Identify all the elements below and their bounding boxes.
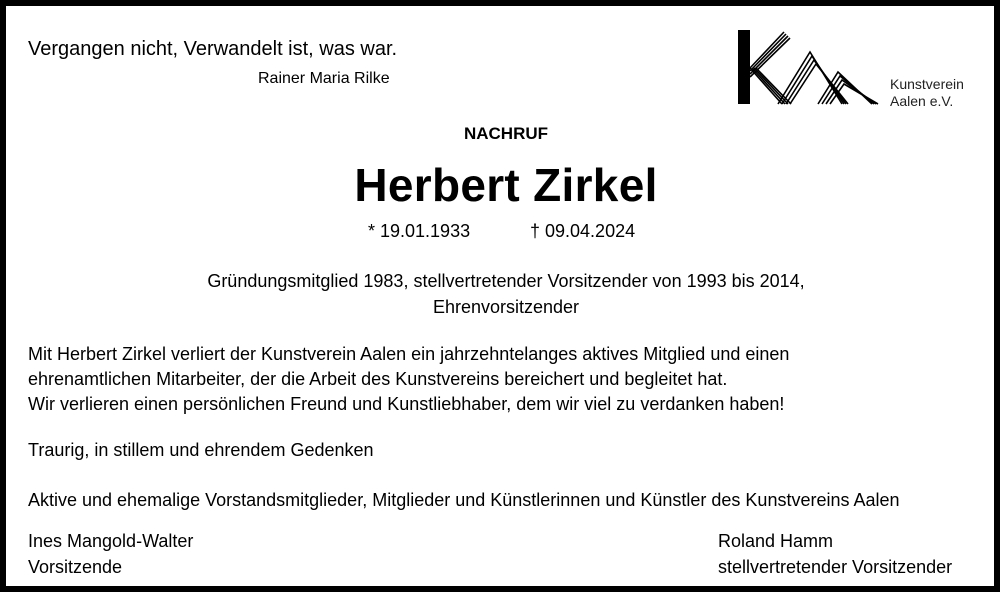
death-date: † 09.04.2024 bbox=[530, 221, 636, 241]
body-line3: Wir verlieren einen persönlichen Freund und Kunstliebhaber, dem wir viel zu verdanken haben! bbox=[28, 394, 785, 414]
roles-line1: Gründungsmitglied 1983, stellvertretender Vorsitzender von 1993 bis 2014, bbox=[207, 271, 805, 291]
signature-right bbox=[718, 528, 952, 580]
organization-name bbox=[890, 76, 964, 110]
mourning-line: Traurig, in stillem und ehrendem Gedenken bbox=[28, 440, 374, 460]
body-line2: ehrenamtlichen Mitarbeiter, der die Arbeit des Kunstvereins bereichert und begleitet hat. bbox=[28, 369, 728, 389]
organization-name-line1: Kunstverein bbox=[890, 76, 964, 92]
signature-left-title: Vorsitzende bbox=[28, 557, 123, 577]
signers-line: Aktive und ehemalige Vorstandsmitglieder, Mitglieder und Künstlerinnen und Künstler des Kunstvereins Aalen bbox=[28, 490, 900, 510]
roles-line2: Ehrenvorsitzender bbox=[432, 297, 580, 317]
signature-left bbox=[28, 528, 193, 580]
roles-text bbox=[6, 268, 1000, 320]
organization-name-line2: Aalen e.V. bbox=[890, 93, 954, 109]
quote-text: Vergangen nicht, Verwandelt ist, was war. bbox=[28, 38, 398, 60]
signature-left-name: Ines Mangold-Walter bbox=[28, 531, 194, 551]
signature-right-title: stellvertretender Vorsitzender bbox=[718, 557, 953, 577]
body-line1: Mit Herbert Zirkel verliert der Kunstverein Aalen ein jahrzehntelanges aktives Mitglied und einen bbox=[28, 344, 790, 364]
ka-logo-icon bbox=[734, 26, 884, 108]
notice-heading: NACHRUF bbox=[463, 124, 549, 143]
body-paragraph bbox=[28, 342, 789, 417]
quote-author: Rainer Maria Rilke bbox=[258, 70, 390, 87]
birth-date: * 19.01.1933 bbox=[368, 221, 471, 241]
signature-right-name: Roland Hamm bbox=[718, 531, 834, 551]
deceased-name: Herbert Zirkel bbox=[354, 159, 658, 211]
